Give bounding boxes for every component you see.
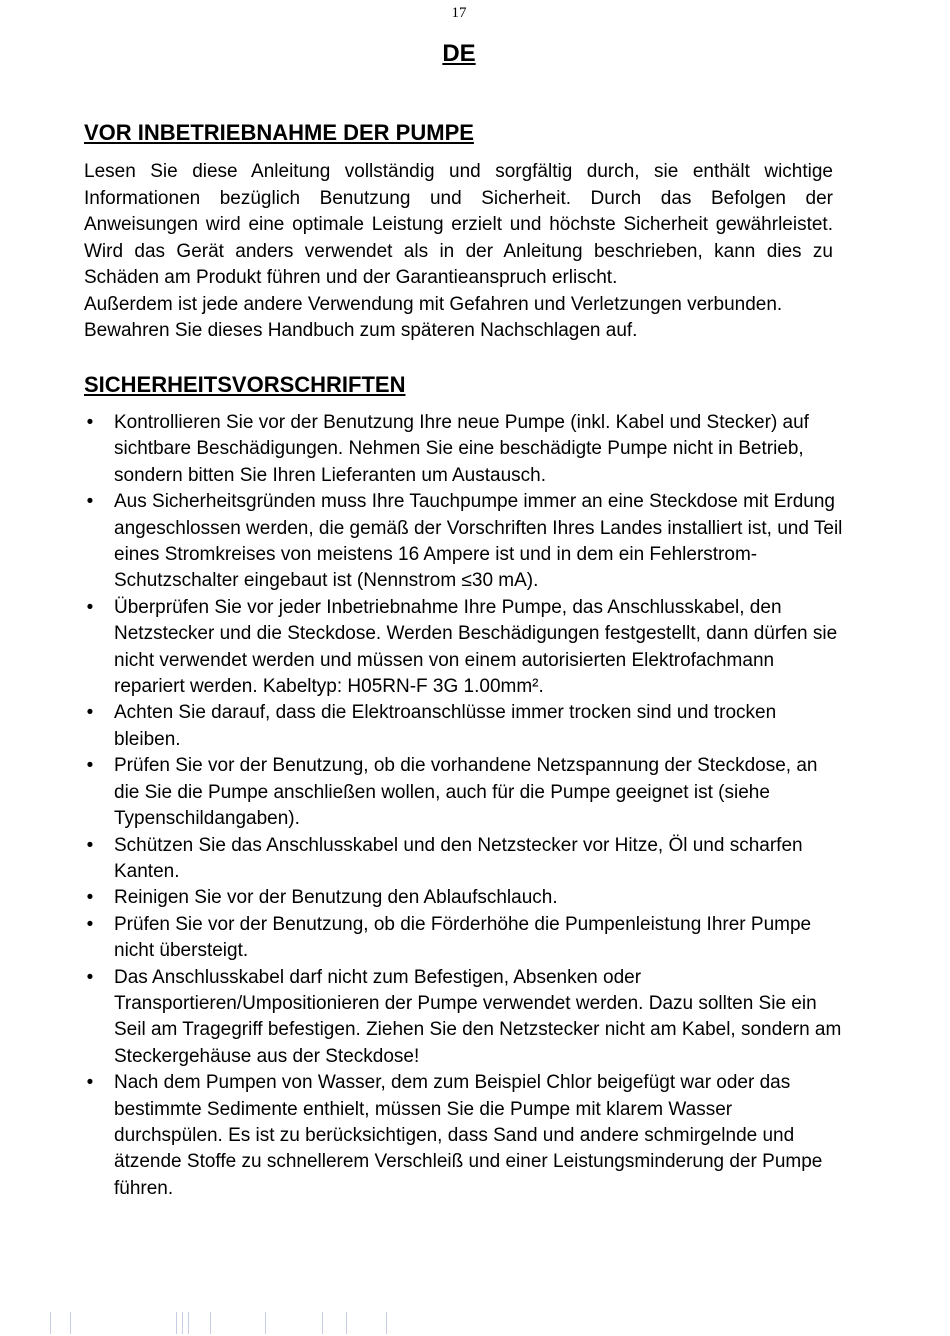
section-heading-safety: SICHERHEITSVORSCHRIFTEN (84, 372, 406, 397)
list-item (84, 965, 844, 1071)
bullet-icon: • (86, 966, 94, 988)
bullet-icon: • (86, 834, 94, 856)
list-item-text: Reinigen Sie vor der Benutzung den Ablaufschlauch. (114, 887, 558, 909)
section-heading-preparation: VOR INBETRIEBNAHME DER PUMPE (84, 120, 474, 145)
list-item (84, 410, 844, 489)
list-item-text: Aus Sicherheitsgründen muss Ihre Tauchpumpe immer an eine Steckdose mit Erdung angeschlossen werden, die gemäß der Vorschriften Ihres Landes installiert ist, und Teil eines Stromkreises von meistens 16 Ampere ist und in dem ein Fehlerstrom-Schutzschalter eingebaut ist (Nennstrom ≤30 mA). (114, 491, 843, 592)
list-item-text: Kontrollieren Sie vor der Benutzung Ihre neue Pumpe (inkl. Kabel und Stecker) auf sichtbare Beschädigungen. Nehmen Sie eine beschädigte Pumpe nicht in Betrieb, sondern bitten Sie Ihren Lieferanten um Austausch. (114, 412, 809, 486)
intro-paragraph: Lesen Sie diese Anleitung vollständig und sorgfältig durch, sie enthält wichtige Informationen bezüglich Benutzung und Sicherheit. Durch das Befolgen der Anweisungen wird eine optimale Leistung erzielt und höchste Sicherheit gewährleistet. Wird das Gerät anders verwendet als in der Anleitung beschrieben, kann dies zu Schäden am Produkt führen und der Garantieanspruch erlischt. (84, 161, 833, 288)
list-item (84, 595, 844, 701)
list-item-text: Achten Sie darauf, dass die Elektroanschlüsse immer trocken sind und trocken bleiben. (114, 702, 777, 750)
list-item-text: Prüfen Sie vor der Benutzung, ob die Förderhöhe die Pumpenleistung Ihrer Pumpe nicht übersteigt. (114, 913, 812, 962)
list-item-text: Das Anschlusskabel darf nicht zum Befestigen, Absenken oder Transportieren/Umpositionieren der Pumpe verwendet werden. Dazu sollten Sie ein Seil am Tragegriff befestigen. Ziehen Sie den Netzstecker nicht am Kabel, sondern am Steckergehäuse aus der Steckdose! (114, 966, 842, 1067)
intro-paragraph: Außerdem ist jede andere Verwendung mit Gefahren und Verletzungen verbunden. (84, 293, 783, 315)
bullet-icon: • (86, 596, 94, 618)
list-item-text: Überprüfen Sie vor jeder Inbetriebnahme Ihre Pumpe, das Anschlusskabel, den Netzstecker und die Steckdose. Werden Beschädigungen festgestellt, dann dürfen sie nicht verwendet werden und müssen von einem autorisierten Elektrofachmann repariert werden. Kabeltyp: H05RN-F 3G 1.00mm². (114, 596, 838, 698)
language-tag: DE (442, 40, 476, 67)
list-item (84, 912, 844, 965)
intro-text (84, 159, 833, 345)
list-item (84, 885, 844, 911)
list-item-text: Schützen Sie das Anschlusskabel und den Netzstecker vor Hitze, Öl und scharfen Kanten. (114, 834, 803, 882)
bullet-icon: • (86, 1072, 94, 1094)
page-number: 17 (451, 5, 467, 21)
bullet-icon: • (86, 491, 94, 513)
list-item (84, 833, 844, 886)
bullet-icon: • (86, 755, 94, 777)
bullet-icon: • (86, 412, 94, 433)
list-item-text: Nach dem Pumpen von Wasser, dem zum Beispiel Chlor beigefügt war oder das bestimmte Sedimente enthielt, müssen Sie die Pumpe mit klarem Wasser durchspülen. Es ist zu berücksichtigen, dass Sand und andere schmirgelnde und ätzende Stoffe zu schnellerem Verschleiß und einer Leistungsminderung der Pumpe führen. (114, 1072, 823, 1199)
list-item (84, 489, 844, 595)
bullet-icon: • (86, 887, 94, 909)
bullet-icon: • (86, 913, 94, 935)
intro-paragraph: Bewahren Sie dieses Handbuch zum späteren Nachschlagen auf. (84, 320, 638, 341)
list-item-text: Prüfen Sie vor der Benutzung, ob die vorhandene Netzspannung der Steckdose, an die Sie die Pumpe anschließen wollen, auch für die Pumpe geeignet ist (siehe Typenschildangaben). (114, 755, 818, 830)
list-item (84, 753, 844, 832)
list-item (84, 1070, 844, 1202)
list-item (84, 700, 844, 753)
bullet-icon: • (86, 702, 94, 724)
safety-list (84, 410, 844, 1202)
